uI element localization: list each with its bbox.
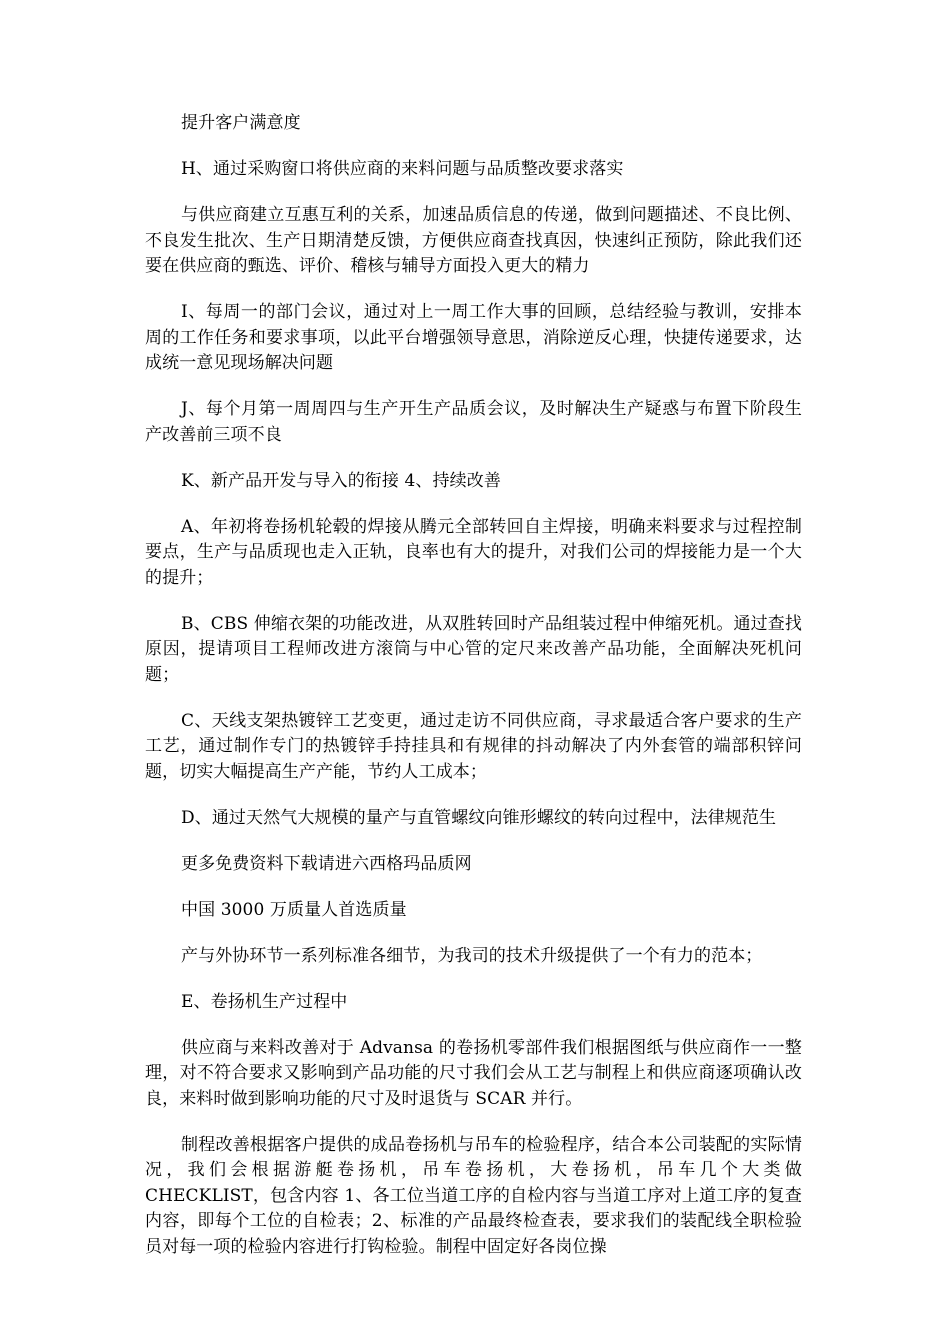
paragraph: 中国 3000 万质量人首选质量	[181, 899, 407, 920]
paragraph: 提升客户满意度	[181, 113, 301, 133]
document-body	[145, 111, 802, 1281]
paragraph: C、天线支架热镀锌工艺变更，通过走访不同供应商，寻求最适合客户要求的生产工艺，通过制作专门的热镀锌手持挂具和有规律的抖动解决了内外套管的端部积锌问题，切实大幅提高生产产能，节约人工成本；	[145, 710, 802, 782]
paragraph: 供应商与来料改善对于 Advansa 的卷扬机零部件我们根据图纸与供应商作一一整理，对不符合要求又影响到产品功能的尺寸我们会从工艺与制程上和供应商逐项确认改良，来料时做到影响功能的尺寸及时退货与 SCAR 并行。	[145, 1037, 802, 1109]
paragraph: A、年初将卷扬机轮毂的焊接从腾元全部转回自主焊接，明确来料要求与过程控制要点，生产与品质现也走入正轨，良率也有大的提升，对我们公司的焊接能力是一个大的提升；	[145, 516, 802, 588]
paragraph: E、卷扬机生产过程中	[181, 991, 348, 1012]
paragraph: 产与外协环节一系列标准各细节，为我司的技术升级提供了一个有力的范本；	[181, 945, 763, 966]
paragraph: I、每周一的部门会议，通过对上一周工作大事的回顾，总结经验与教训，安排本周的工作任务和要求事项，以此平台增强领导意思，消除逆反心理，快捷传递要求，达成统一意见现场解决问题	[145, 302, 802, 373]
paragraph: 更多免费资料下载请进六西格玛品质网	[181, 853, 472, 874]
paragraph: H、通过采购窗口将供应商的来料问题与品质整改要求落实	[181, 159, 624, 179]
paragraph: 与供应商建立互惠互利的关系，加速品质信息的传递，做到问题描述、不良比例、不良发生批次、生产日期清楚反馈，方便供应商查找真因，快速纠正预防，除此我们还要在供应商的甄选、评价、稽核与辅导方面投入更大的精力	[145, 205, 802, 276]
paragraph: J、每个月第一周周四与生产开生产品质会议，及时解决生产疑惑与布置下阶段生产改善前三项不良	[145, 399, 802, 445]
paragraph: 制程改善根据客户提供的成品卷扬机与吊车的检验程序，结合本公司装配的实际情况，我们会根据游艇卷扬机，吊车卷扬机，大卷扬机，吊车几个大类做 CHECKLIST，包含内容 1、各工位当道工序的自检内容与当道工序对上道工序的复查内容，即每个工位的自检表；2、标准的产品最终检查表，要求我们的装配线全职检验员对每一项的检验内容进行打钩检验。制程中固定好各岗位操	[145, 1134, 802, 1257]
paragraph: K、新产品开发与导入的衔接 4、持续改善	[181, 470, 501, 491]
paragraph: D、通过天然气大规模的量产与直管螺纹向锥形螺纹的转向过程中，法律规范生	[181, 807, 777, 828]
paragraph: B、CBS 伸缩衣架的功能改进，从双胜转回时产品组装过程中伸缩死机。通过查找原因，提请项目工程师改进方滚筒与中心管的定尺来改善产品功能，全面解决死机问题；	[145, 613, 802, 685]
